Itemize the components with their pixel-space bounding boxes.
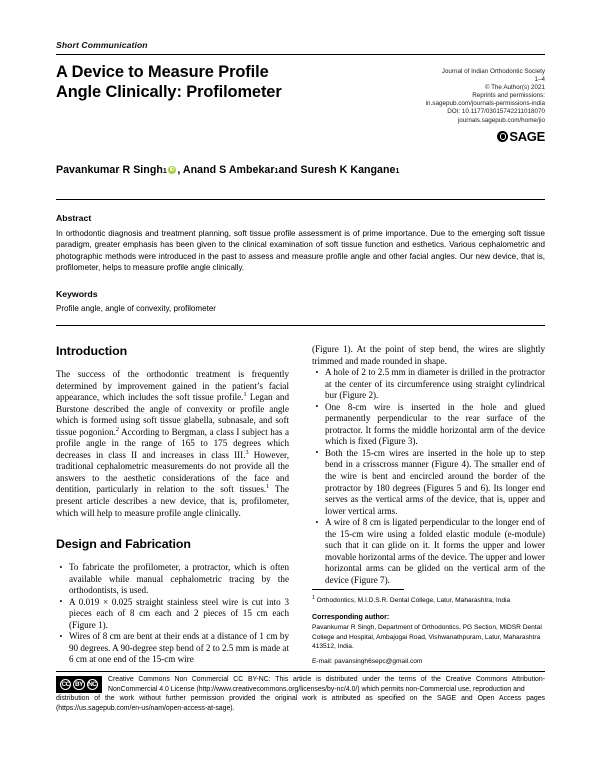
- by-icon: BY: [73, 679, 85, 691]
- introduction-heading: Introduction: [56, 344, 128, 358]
- author-2-affil-marker: 1: [274, 168, 279, 175]
- journal-url[interactable]: journals.sagepub.com/home/jio: [457, 116, 545, 124]
- intro-part-1: The success of the orthodontic treatment is frequently determined by improvement gained in the patient’s facial appearance, which includes the soft tissue profile.: [56, 369, 289, 403]
- citation-3[interactable]: 3: [245, 448, 249, 456]
- bullet-continuation-text: (Figure 1). At the point of step bend, the wires are slightly trimmed and made rounded in shape.: [312, 344, 545, 366]
- intro-part-5: The present article describes a new device, that is, profilometer, which will help to measure profile angle clinically.: [56, 484, 289, 518]
- list-item: • One 8-cm wire is inserted in the hole and glued permanently perpendicular to the rear surface of the protractor. It forms the middle horizontal arm of the device which is fixed (Figure 3).: [325, 402, 545, 448]
- page-range: 1–4: [534, 76, 545, 84]
- list-item: • Wires of 8 cm are bent at their ends at a distance of 1 cm by 90 degrees. A 90-degree step bend of 2 to 2.5 mm is made at 6 cm at one end of the 15-cm wire: [69, 631, 289, 666]
- copyright: © The Author(s) 2021: [484, 84, 545, 92]
- article-type-kicker: Short Communication: [56, 40, 148, 50]
- license-text-line-1: Creative Commons Non Commercial CC BY-NC: This article is distributed under the terms of the Creative Commons Attribution-NonCommercial 4.0 License (http://www.creativecommons.org/licenses/by-nc/4.0/) which permits non-Commercial use, reproduction and: [108, 676, 545, 693]
- sage-circle-mark-icon: [497, 131, 508, 142]
- list-item: • A 0.019 × 0.025 straight stainless steel wire is cut into 3 pieces each of 8 cm each and 2 pieces of 15 cm each (Figure 1).: [69, 597, 289, 632]
- journal-name: Journal of Indian Orthodontic Society: [441, 68, 545, 75]
- citation-2[interactable]: 2: [115, 425, 119, 433]
- list-item: • Both the 15-cm wires are inserted in the hole up to step bend in a crisscross manner (Figure 4). The smaller end of the wire is bent and encircled around the border of the protractor by 180 degrees (Figures 5 and 6). Its longer end serves as the vertical arms of the device, that is, upper and lower vertical arms.: [325, 448, 545, 517]
- email-label: E-mail:: [312, 657, 335, 665]
- license-text: [56, 675, 545, 712]
- affiliation-marker: 1: [312, 595, 315, 601]
- license-text-line-2: distribution of the work without further permission provided the original work is attributed as specified on the SAGE and Open Access pages (https://us.sagepub.com/en-us/nam/open-access-at-sage).: [56, 695, 545, 712]
- email-address[interactable]: pavansingh6sepc@gmail.com: [334, 657, 423, 665]
- corresponding-author-heading: Corresponding author:: [312, 612, 390, 621]
- intro-part-3: According to Bergman, a class I subject has a profile angle in the range of 165 to 175 degrees which decreases in class II and increases in class III.: [56, 426, 290, 460]
- abstract-top-divider: [56, 199, 545, 200]
- design-bullet-list-left: [56, 562, 289, 666]
- creative-commons-badge[interactable]: [56, 676, 102, 693]
- introduction-paragraph: [56, 369, 289, 519]
- intro-part-4: However, traditional cephalometric measurements do not provide all the answers to the aesthetic considerations of the face and dentition, particularly in relation to the soft tissues.: [56, 449, 289, 495]
- license-divider: [56, 671, 545, 672]
- footnote-divider: [312, 589, 404, 590]
- design-heading: Design and Fabrication: [56, 537, 191, 552]
- keywords-heading: Keywords: [56, 289, 98, 299]
- title-line-1: A Device to Measure Profile: [56, 63, 269, 81]
- author-2-name: , Anand S Ambekar: [177, 164, 275, 176]
- cc-icon: CC: [60, 679, 72, 691]
- title-line-2: Angle Clinically: Profilometer: [56, 83, 282, 101]
- left-column: [56, 344, 289, 666]
- abstract-text: In orthodontic diagnosis and treatment planning, soft tissue profile assessment is of prime importance. Due to the emerging soft tissue paradigm, greater emphasis has been given to the clinical examination of soft tissue function and esthetics. Various cephalometric and photographic methods were introduced in the past to assess and measure profile angle and other facial angles. Our new device, that is, profilometer, helps to measure profile angle clinically.: [56, 229, 545, 273]
- intro-part-2: Legan and Burstone described the angle of convexity or profile angle which is formed using soft tissue glabella, subnasale, and soft tissue pogonion.: [56, 392, 289, 437]
- affiliation: [312, 594, 545, 606]
- keywords-text: Profile angle, angle of convexity, profilometer: [56, 304, 216, 313]
- abstract-heading: Abstract: [56, 213, 92, 223]
- sage-logo: [497, 129, 545, 144]
- author-3-affil-marker: 1: [395, 168, 400, 175]
- author-list: [56, 164, 399, 176]
- author-3-name: and Suresh K Kangane: [278, 164, 396, 176]
- journal-metadata: [325, 68, 545, 125]
- abstract-bottom-divider: [56, 325, 545, 326]
- header-divider: [56, 54, 545, 55]
- list-item: • A wire of 8 cm is ligated perpendicular to the longer end of the 15-cm wire using a folded elastic module (e-module) such that it can glide on it. It forms the upper and lower movable horizontal arms of the device. The upper and lower horizontal arms can be glided on the vertical arm of the device (Figure 7).: [325, 517, 545, 586]
- sage-logo-text: SAGE: [509, 129, 545, 144]
- design-bullet-list-right: [312, 367, 545, 586]
- page-title: [56, 62, 356, 102]
- doi[interactable]: DOI: 10.1177/03015742211018070: [447, 108, 545, 116]
- list-item: • To fabricate the profilometer, a protractor, which is often available while manual cephalometric tracing by the orthodontists, is used.: [69, 562, 289, 597]
- citation-1[interactable]: 1: [243, 391, 247, 399]
- list-item: • A hole of 2 to 2.5 mm in diameter is drilled in the protractor at the center of its circumference using straight cylindrical bur (Figure 2).: [325, 367, 545, 402]
- author-1-affil-marker: 1: [162, 168, 167, 175]
- citation-4[interactable]: 1: [266, 483, 270, 491]
- corresponding-author-address: Pavankumar R Singh, Department of Orthodontics, PG Section, MIDSR Dental College and Hospital, Ambajogai Road, Vishwanathpuram, Latur, Maharashtra 413512, India.: [312, 624, 542, 651]
- corresponding-author-email-line: [312, 657, 545, 667]
- right-column: [312, 344, 545, 586]
- affiliation-text: Orthodontics, M.I.D.S.R. Dental College, Latur, Maharashtra, India: [316, 597, 511, 605]
- orcid-id-icon[interactable]: [168, 166, 177, 175]
- nc-icon: NC: [87, 679, 99, 691]
- author-1-name: Pavankumar R Singh: [56, 164, 163, 176]
- footnote-block: [312, 594, 545, 666]
- permissions-url[interactable]: in.sagepub.com/journals-permissions-india: [425, 100, 545, 108]
- reprints-label: Reprints and permissions:: [472, 92, 545, 100]
